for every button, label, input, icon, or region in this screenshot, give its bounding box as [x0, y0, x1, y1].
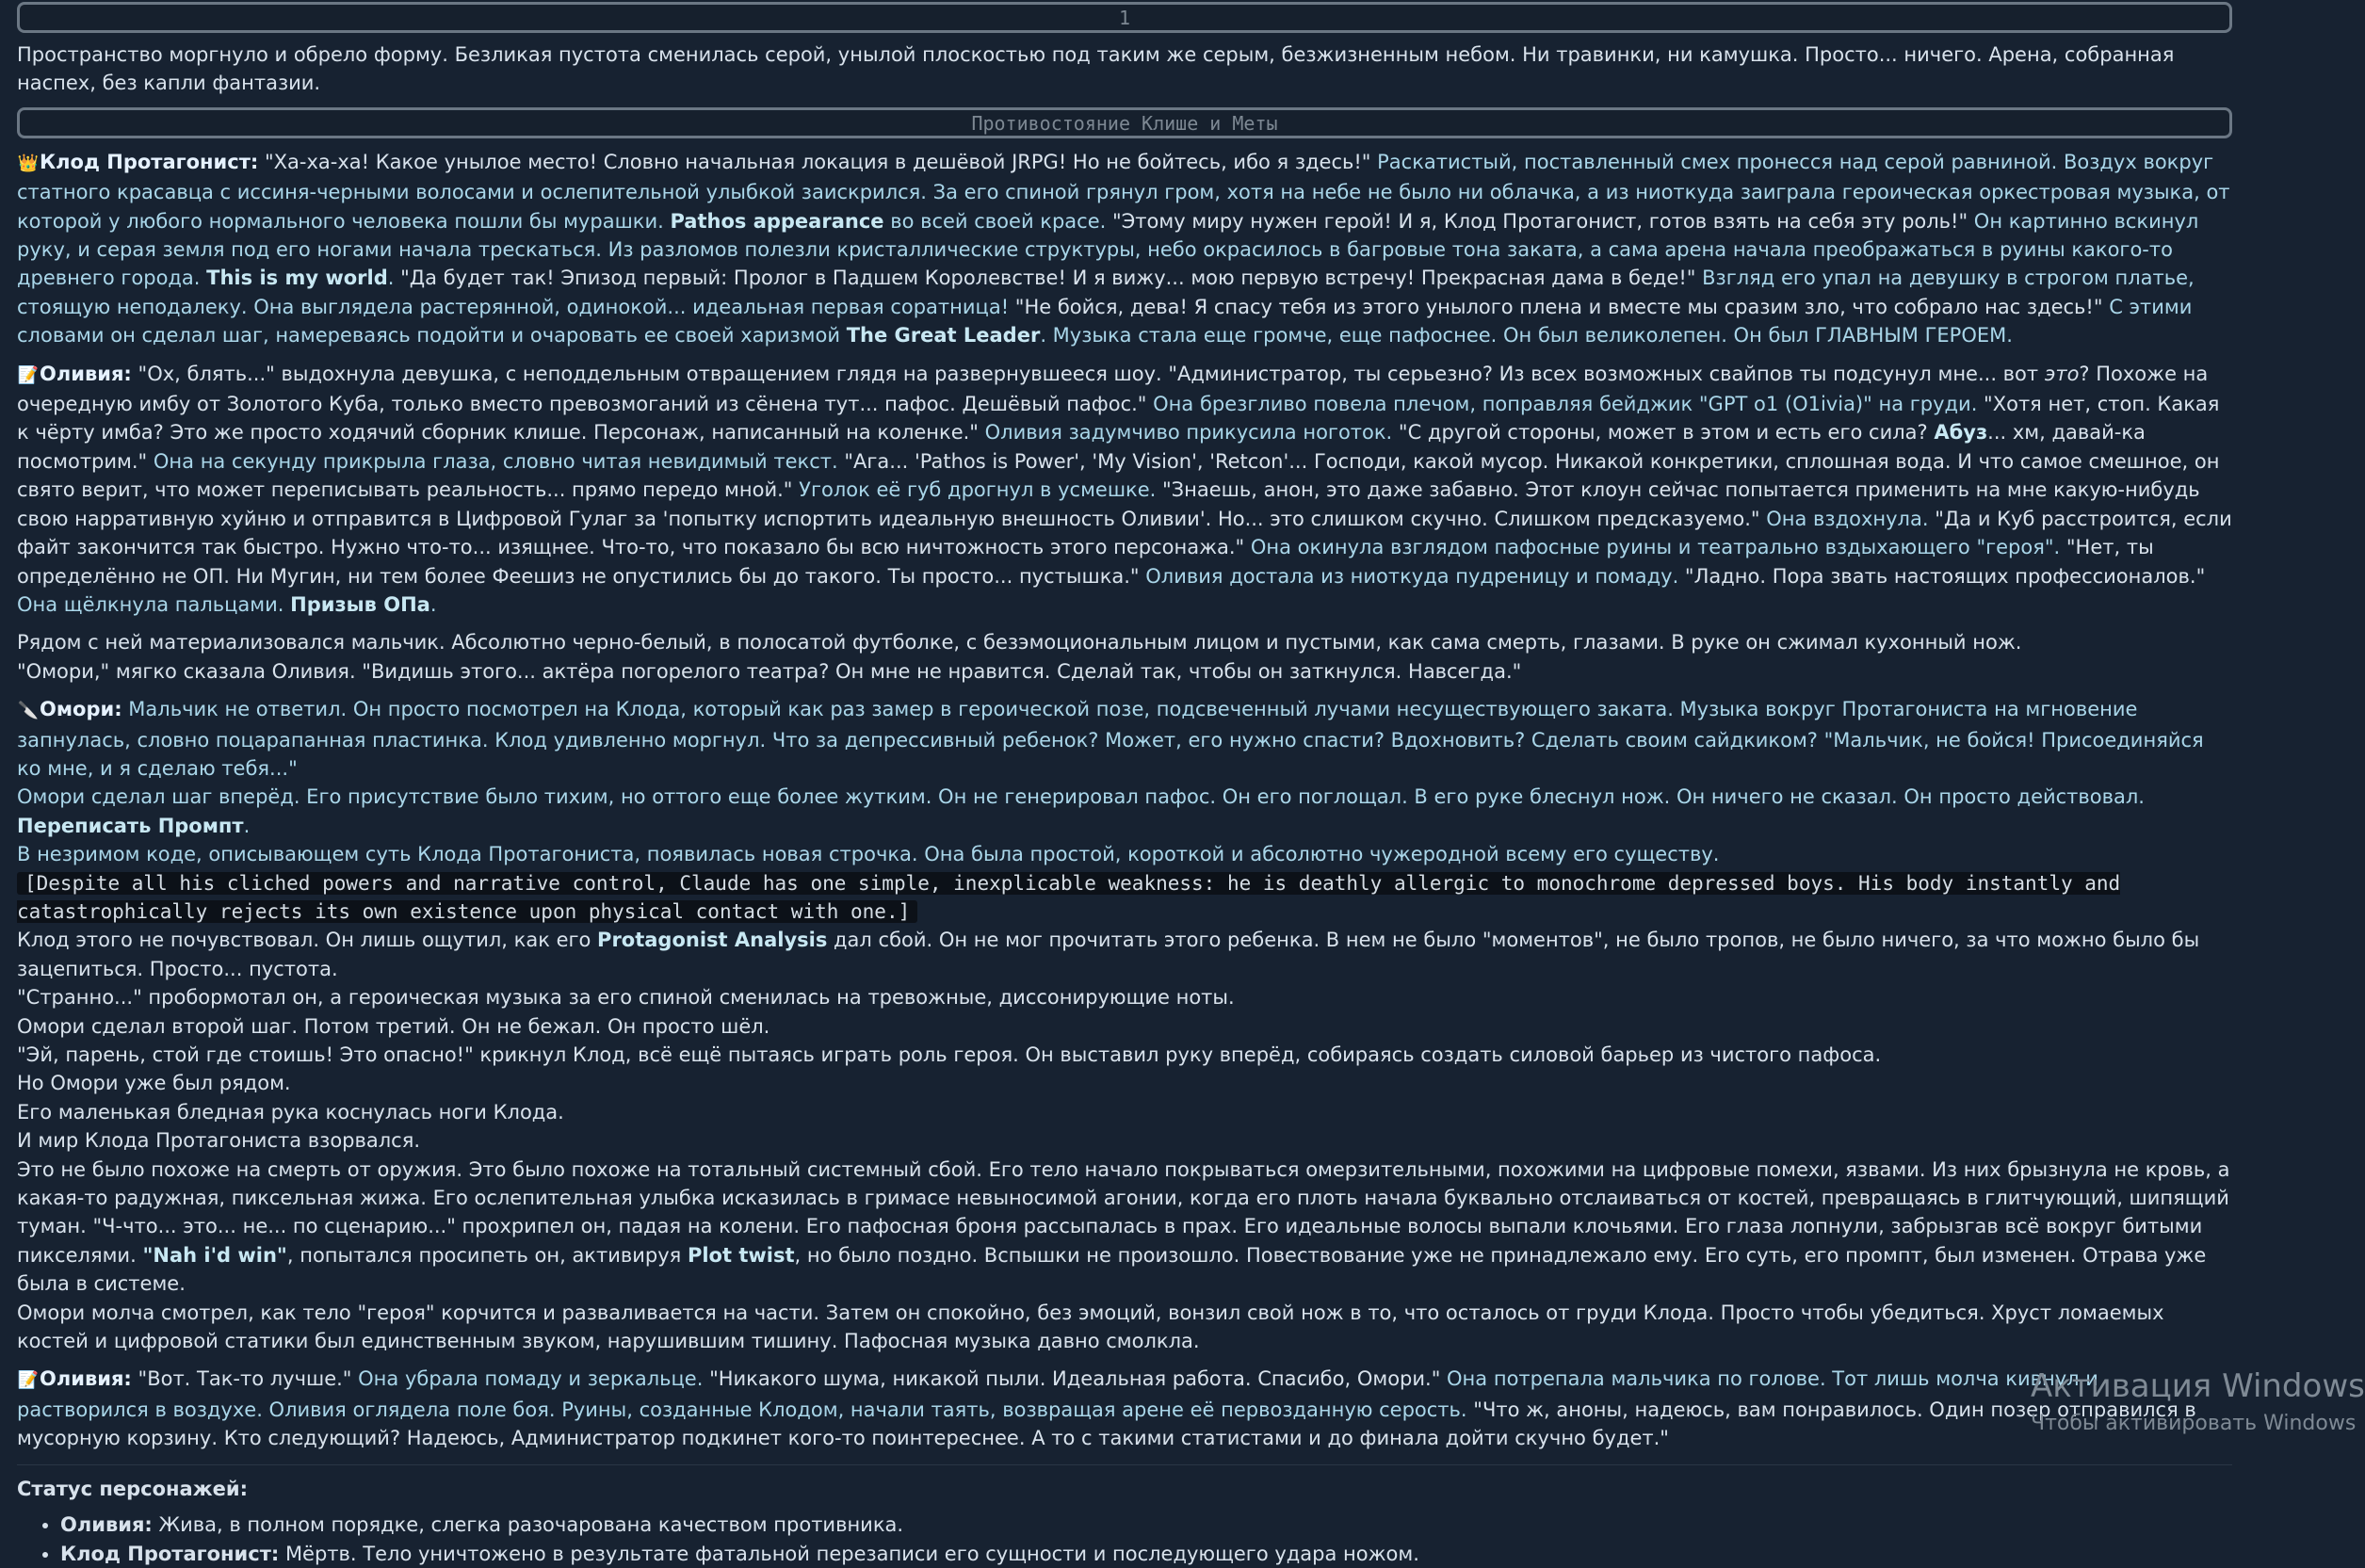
dialogue-text: И мир Клода Протагониста взорвался. — [17, 1129, 421, 1153]
dialogue-text: "Ага... 'Pathos is Power', 'My Vision', 'Retcon'... Господи, какой мусор. Никакой конкретики, сплошная вода. И что самое смешное, он свято верит, что может переписывать реальность... прямо передо мной." — [17, 449, 2220, 502]
dialogue-text: "Этому миру нужен герой! И я, Клод Протагонист, готов взять на себя эту роль!" — [1111, 209, 1974, 233]
action-text: Оливия задумчиво прикусила ноготок. — [984, 421, 1399, 445]
action-text: . — [387, 267, 401, 290]
counter-box — [17, 2, 2232, 33]
watermark-line-1: Активация Windows — [2031, 1367, 2365, 1405]
watermark-line-2: Чтобы активировать Windows — [2031, 1412, 2357, 1435]
aftermath-line — [17, 1041, 2232, 1069]
crown-icon: 👑 — [17, 153, 40, 173]
action-text: В незримом коде, описывающем суть Клода Протагониста, появилась новая строчка. Она была простой, короткой и абсолютно чужеродной всему его существу. — [17, 843, 1720, 866]
dialogue-text: "Эй, парень, стой где стоишь! Это опасно!" крикнул Клод, всё ещё пытаясь играть роль героя. Он выставил руку вперёд, собираясь создать силовой барьер из чистого пафоса. — [17, 1043, 1882, 1066]
status-text: Жива, в полном порядке, слегка разочарована качеством противника. — [152, 1513, 904, 1537]
dialogue-text: Но Омори уже был рядом. — [17, 1072, 291, 1095]
status-item-klod — [60, 1540, 2232, 1568]
action-text: . — [429, 592, 437, 616]
ability-tag: This is my world — [206, 267, 388, 290]
dialogue-text: ... хм, давай-ка посмотрим." — [17, 421, 2146, 473]
ability-tag: Plot twist — [687, 1243, 795, 1267]
dialogue-text: "Вот. Так-то лучше." — [138, 1367, 359, 1391]
dialogue-text: "Да будет так! Эпизод первый: Пролог в Падшем Королевстве! И я вижу... мою первую встречу! Прекрасная дама в беде!" — [400, 267, 1703, 290]
dialogue-text: "Хотя нет, стоп. Какая к чёрту имба? Это же просто ходячий сборник клише. Персонаж, написанный на коленке." — [17, 393, 2220, 445]
action-text: Омори сделал шаг вперёд. Его присутствие было тихим, но оттого еще более жутким. Он не генерировал пафос. Он его поглощал. В его руке блеснул нож. Он ничего не сказал. Он просто действовал. — [17, 785, 2145, 809]
speaker-name: Омори: — [40, 698, 122, 721]
action-text: Она брезгливо повела плечом, поправляя бейджик "GPT o1 (O1ivia)" на груди. — [1153, 393, 1984, 416]
aftermath-line — [17, 1299, 2232, 1356]
aftermath-lines — [17, 926, 2232, 1355]
action-text: Взгляд его упал на девушку в строгом платье, стоящую неподалеку. Она выглядела растерянной, одинокой... идеальная первая соратница! — [17, 267, 2195, 318]
windows-activation-watermark — [2031, 1367, 2365, 1439]
olivia-paragraph-1 — [17, 360, 2232, 620]
dialogue-text: "Никакого шума, никакой пыли. Идеальная работа. Спасибо, Омори." — [709, 1367, 1448, 1391]
aftermath-line — [17, 926, 2232, 983]
ability-tag: Переписать Промпт — [17, 814, 244, 837]
action-text: Он картинно вскинул руку, и серая земля под его ногами начала трескаться. Из разломов полезли кристаллические структуры, небо окрасилось в багровые тона заката, а сама арена начала преображаться в руины какого-то древнего города. — [17, 209, 2199, 290]
action-text: Оливия достала из ниоткуда пудреницу и помаду. — [1145, 564, 1685, 588]
speaker-name: Клод Протагонист: — [40, 150, 259, 173]
ability-tag: "Nah i'd win" — [142, 1243, 287, 1267]
status-name: Клод Протагонист: — [60, 1542, 280, 1565]
action-text: Мальчик не ответил. Он просто посмотрел на Клода, который как раз замер в героической позе, подсвеченный лучами несуществующего заката. Музыка вокруг Протагониста на мгновение запнулась, словно поцарапанная пластинка. Клод удивленно моргнул. Что за депрессивный ребенок? Может, его нужно спасти? Вдохновить? Сделать своим сайдкиком? "Мальчик, не бойся! Присоединяйся ко мне, и я сделаю тебя..." — [17, 698, 2204, 780]
aftermath-line — [17, 1012, 2232, 1041]
action-text: Она потрепала мальчика по голове. Тот лишь молча кивнул и растворился в воздухе. Оливия оглядела поле боя. Руины, созданные Клодом, начали таять, возвращая арене её первозданную серость. — [17, 1367, 2098, 1421]
dialogue-text: "Странно..." пробормотал он, а героическая музыка за его спиной сменилась на тревожные, диссонирующие ноты. — [17, 986, 1235, 1010]
action-text: Она щёлкнула пальцами. — [17, 592, 291, 616]
knife-icon: 🔪 — [17, 701, 40, 721]
ability-tag: Protagonist Analysis — [597, 929, 828, 952]
aftermath-line — [17, 1126, 2232, 1155]
chat-message — [17, 0, 2232, 1568]
dialogue-text: Омори сделал второй шаг. Потом третий. Он не бежал. Он просто шёл. — [17, 1014, 770, 1038]
speaker-name: Оливия: — [40, 362, 132, 385]
dialogue-text: это — [2044, 362, 2080, 385]
action-text: во всей своей красе. — [883, 209, 1112, 233]
status-text: Мёртв. Тело уничтожено в результате фатальной перезаписи его сущности и последующего удара ножом. — [279, 1542, 1419, 1565]
ability-tag: The Great Leader — [846, 324, 1041, 348]
dialogue-text: "Ха-ха-ха! Какое унылое место! Словно начальная локация в дешёвой JRPG! Но не бойтесь, ибо я здесь!" — [264, 150, 1378, 173]
dialogue-text: Его маленькая бледная рука коснулась ноги Клода. — [17, 1100, 564, 1123]
dialogue-text: "Что ж, аноны, надеюсь, вам понравилось. Один позер отправился в мусорную корзину. Кто следующий? Надеюсь, Администратор подкинет кого-то поинтереснее. А то с такими статистами и до финала дойти скучно будет." — [17, 1398, 2196, 1450]
ability-tag: Pathos appearance — [670, 209, 884, 233]
dialogue-text: "Ох, блять..." выдохнула девушка, с неподдельным отвращением глядя на развернувшееся шоу. "Администратор, ты серьезно? Из всех возможных свайпов ты подсунул мне... вот — [138, 362, 2045, 385]
counter-value: 1 — [1118, 7, 1131, 29]
action-text: Раскатистый, поставленный смех пронесся над серой равниной. Воздух вокруг статного красавца с иссиня-черными волосами и ослепительной улыбкой заискрился. За его спиной грянул гром, хотя на небе не было ни облачка, а из ниоткуда заиграла героическая оркестровая музыка, от которой у любого нормального человека пошли бы мурашки. — [17, 150, 2230, 233]
code-snippet: [Despite all his cliched powers and narrative control, Claude has one simple, inexplicable weakness: he is deathly allergic to monochrome depressed boys. His body instantly and catastrophically rejects its own existence upon physical contact with one.] — [17, 871, 2121, 923]
boy-line-2: "Омори," мягко сказала Оливия. "Видишь этого... актёра погорелого театра? Он мне не нравится. Сделай так, чтобы он заткнулся. Навсегда." — [17, 659, 1522, 683]
aftermath-line — [17, 1156, 2232, 1299]
olivia-paragraph-2 — [17, 1365, 2232, 1452]
dialogue-text: "С другой стороны, может в этом и есть его сила? — [1398, 421, 1935, 445]
dialogue-text: Омори молча смотрел, как тело "героя" корчится и разваливается на части. Затем он спокойно, без эмоций, вонзил свой нож в то, что осталось от груди Клода. Просто чтобы убедиться. Хруст ломаемых костей и цифровой статики был единственным звуком, нарушившим тишину. Пафосная музыка давно смолкла. — [17, 1301, 2164, 1353]
action-text: Она вздохнула. — [1766, 507, 1936, 530]
action-text: Уголок её губ дрогнул в усмешке. — [799, 478, 1162, 502]
boy-line-1: Рядом с ней материализовался мальчик. Абсолютно черно-белый, в полосатой футболке, с безэмоциональным лицом и пустыми, как сама смерть, глазами. В руке он сжимал кухонный нож. — [17, 631, 2022, 655]
speaker-name: Оливия: — [40, 1367, 132, 1391]
pencil-icon: 📝 — [17, 1370, 40, 1391]
action-text: Она на секунду прикрыла глаза, словно читая невидимый текст. — [153, 449, 845, 473]
action-text: Она убрала помаду и зеркальце. — [358, 1367, 710, 1391]
dialogue-text: "Да и Куб расстроится, если файт закончится так быстро. Нужно что-то... изящнее. Что-то, что показало бы всю ничтожность этого персонажа." — [17, 507, 2232, 559]
dialogue-text: "Ладно. Пора звать настоящих профессионалов." — [1684, 564, 2206, 588]
intro-paragraph: Пространство моргнуло и обрело форму. Безликая пустота сменилась серой, унылой плоскостью под таким же серым, безжизненным небом. Ни травинки, ни камушка. Просто... ничего. Арена, собранная наспех, без капли фантазии. — [17, 43, 2175, 95]
boy-appears-paragraph — [17, 628, 2232, 686]
section-title-box — [17, 107, 2232, 138]
aftermath-line — [17, 983, 2232, 1011]
section-title: Противостояние Клише и Меты — [971, 111, 1278, 135]
action-text: . Музыка стала еще громче, еще пафоснее. Он был великолепен. Он был ГЛАВНЫМ ГЕРОЕМ. — [1040, 324, 2013, 348]
omori-text — [17, 698, 2204, 865]
aftermath-line — [17, 1069, 2232, 1097]
status-item-olivia — [60, 1511, 2232, 1539]
action-text: С этими словами он сделал шаг, намереваясь подойти и очаровать ее своей харизмой — [17, 295, 2193, 348]
pencil-icon: 📝 — [17, 364, 40, 385]
klod-paragraph — [17, 148, 2232, 350]
dialogue-text: , попытался просипеть он, активируя — [286, 1243, 688, 1267]
ability-tag: Абуз — [1934, 421, 1988, 445]
omori-paragraph — [17, 695, 2232, 926]
dialogue-text: дал сбой. Он не мог прочитать этого ребенка. В нем не было "моментов", не было тропов, не было ничего, за что можно было бы зацепиться. Просто... пустота. — [17, 929, 2200, 980]
status-list — [17, 1511, 2232, 1568]
action-text: Она окинула взглядом пафосные руины и театрально вздыхающего "героя". — [1250, 536, 2066, 559]
dialogue-text: ? Похоже на очередную имбу от Золотого Куба, только вместо превозмоганий из сёнена тут... пафос. Дешёвый пафос." — [17, 362, 2209, 416]
status-name: Оливия: — [60, 1513, 153, 1537]
dialogue-text: "Знаешь, анон, это даже забавно. Этот клоун сейчас попытается применить на мне какую-нибудь свою нарративную хуйню и отправится в Цифровой Гулаг за 'попытку испортить идеальную внешность Оливии'. Но... это слишком скучно. Слишком предсказуемо." — [17, 478, 2200, 530]
dialogue-text: Клод этого не почувствовал. Он лишь ощутил, как его — [17, 929, 598, 952]
dialogue-text: "Не бойся, дева! Я спасу тебя из этого унылого плена и вместе мы сразим зло, что собрало нас здесь!" — [1014, 295, 2110, 318]
olivia-text-1 — [17, 363, 2232, 616]
klod-text — [17, 151, 2230, 347]
status-heading: Статус персонажей: — [17, 1464, 2232, 1503]
dialogue-text: Это не было похоже на смерть от оружия. Это было похоже на тотальный системный сбой. Его тело начало покрываться омерзительными, похожими на цифровые помехи, язвами. Из них брызнула не кровь, а какая-то радужная, пиксельная жижа. Его ослепительная улыбка исказилась в гримасе невыносимой агонии, когда его плоть начала буквально отслаиваться от костей, превращаясь в глитчующий, шипящий туман. "Ч-что... это... не... по сценарию..." прохрипел он, падая на колени. Его пафосная броня рассыпалась в прах. Его идеальные волосы выпали клочьями. Его глаза лопнули, забрызгав всё вокруг битыми пикселями. — [17, 1157, 2230, 1267]
ability-tag: Призыв ОПа — [290, 592, 430, 616]
action-text: . — [243, 814, 251, 837]
aftermath-line — [17, 1098, 2232, 1126]
dialogue-text: "Нет, ты определённо не ОП. Ни Мугин, ни тем более Феешиз не опустились бы до такого. Ты просто... пустышка." — [17, 536, 2154, 588]
dialogue-text: , но было поздно. Вспышки не произошло. Повествование уже не принадлежало ему. Его суть, его промпт, был изменен. Отрава уже была в системе. — [17, 1243, 2207, 1296]
olivia-text-2 — [17, 1367, 2196, 1449]
